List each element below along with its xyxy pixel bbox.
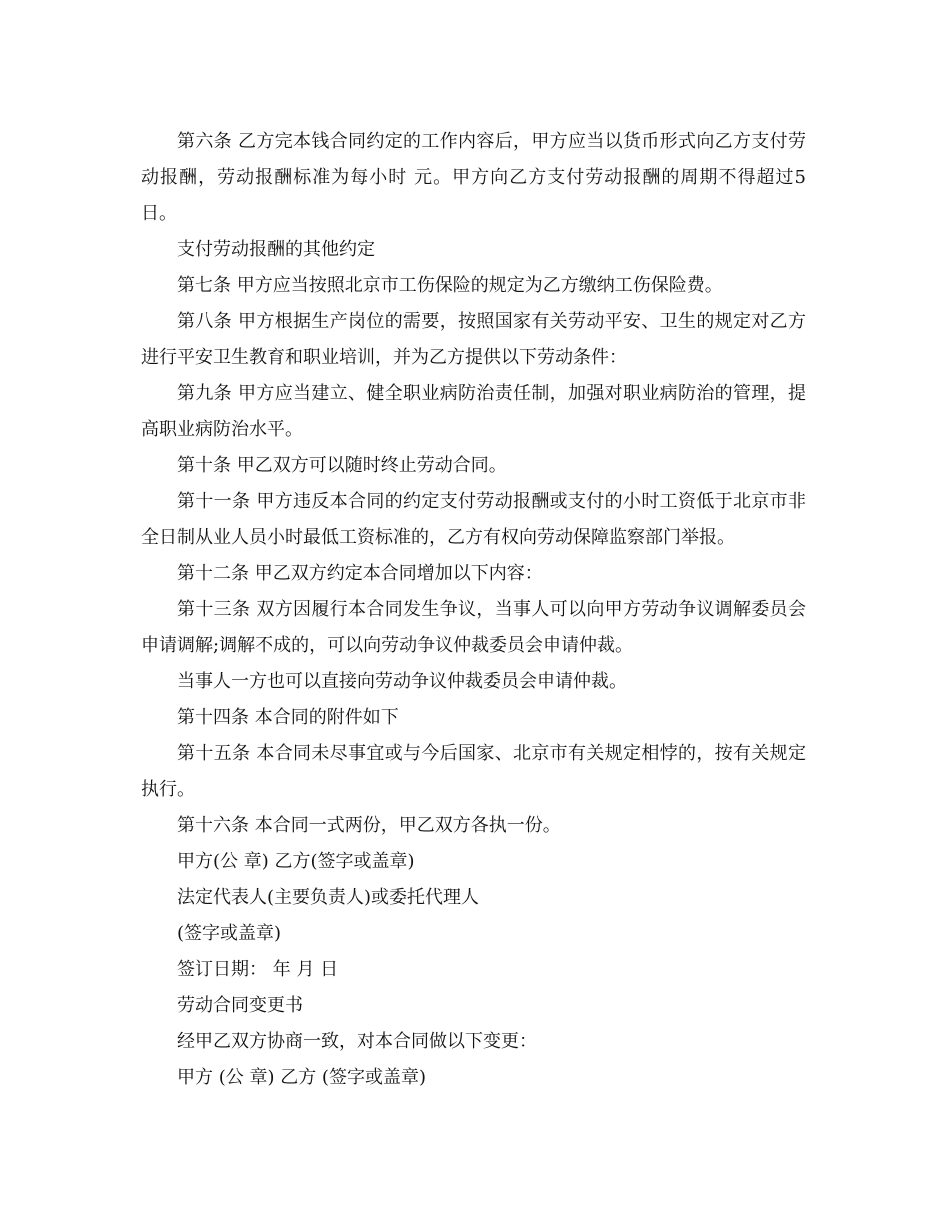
amendment-agreement-line: 经甲乙双方协商一致，对本合同做以下变更： <box>177 1031 537 1052</box>
paragraph-other-payment-terms: 支付劳动报酬的其他约定 <box>177 239 375 260</box>
paragraph-article-11: 第十一条 甲方违反本合同的约定支付劳动报酬或支付的小时工资低于北京市非全日制从业人员小时最低工资标准的，乙方有权向劳动保障监察部门举报。 <box>141 491 806 548</box>
amendment-signature-line: 甲方 (公 章) 乙方 (签字或盖章) <box>177 1067 426 1088</box>
paragraph-article-10: 第十条 甲乙双方可以随时终止劳动合同。 <box>177 455 507 476</box>
legal-representative-line: 法定代表人(主要负责人)或委托代理人 <box>177 887 480 908</box>
paragraph-arbitration: 当事人一方也可以直接向劳动争议仲裁委员会申请仲裁。 <box>177 671 627 692</box>
paragraph-article-7: 第七条 甲方应当按照北京市工伤保险的规定为乙方缴纳工伤保险费。 <box>177 275 723 296</box>
paragraph-article-14: 第十四条 本合同的附件如下 <box>177 707 399 728</box>
paragraph-article-13: 第十三条 双方因履行本合同发生争议，当事人可以向甲方劳动争议调解委员会申请调解;调解不成的，可以向劳动争议仲裁委员会申请仲裁。 <box>141 599 806 656</box>
paragraph-article-6: 第六条 乙方完本钱合同约定的工作内容后，甲方应当以货币形式向乙方支付劳动报酬，劳动报酬标准为每小时 元。甲方向乙方支付劳动报酬的周期不得超过5日。 <box>141 131 806 224</box>
signing-date-line: 签订日期： 年 月 日 <box>177 959 339 980</box>
paragraph-article-16: 第十六条 本合同一式两份，甲乙双方各执一份。 <box>177 815 561 836</box>
signature-party-line: 甲方(公 章) 乙方(签字或盖章) <box>177 851 415 872</box>
signature-seal-line: (签字或盖章) <box>177 923 282 944</box>
paragraph-article-12: 第十二条 甲乙双方约定本合同增加以下内容： <box>177 563 543 584</box>
document-body <box>141 124 806 1096</box>
paragraph-article-9: 第九条 甲方应当建立、健全职业病防治责任制，加强对职业病防治的管理，提高职业病防治水平。 <box>141 383 806 440</box>
paragraph-article-15: 第十五条 本合同未尽事宜或与今后国家、北京市有关规定相悖的，按有关规定执行。 <box>141 743 806 800</box>
paragraph-article-8: 第八条 甲方根据生产岗位的需要，按照国家有关劳动平安、卫生的规定对乙方进行平安卫生教育和职业培训，并为乙方提供以下劳动条件： <box>141 311 806 368</box>
amendment-title: 劳动合同变更书 <box>177 995 303 1016</box>
